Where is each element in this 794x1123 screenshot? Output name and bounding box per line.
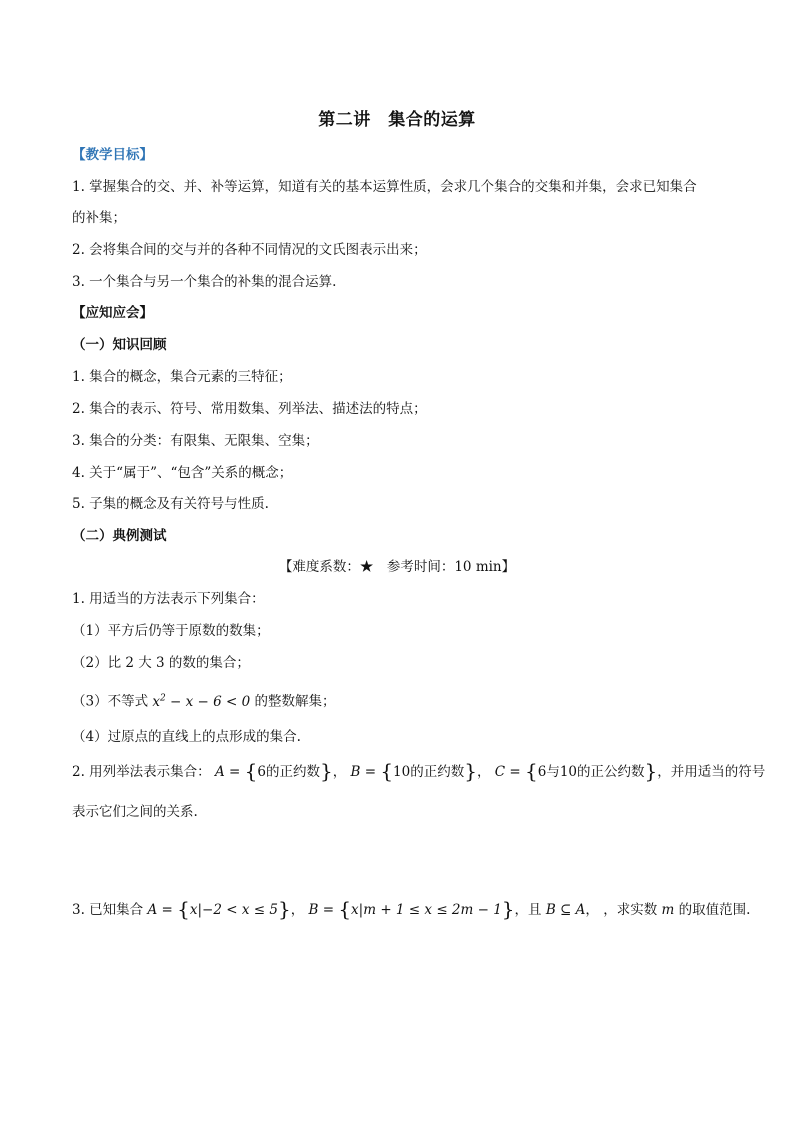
- review-item: 1. 集合的概念，集合元素的三特征；: [72, 369, 292, 385]
- set-b-content: 10的正约数: [393, 764, 465, 780]
- q1-part-3: [72, 689, 336, 711]
- subset-formula: B ⊆ A: [545, 902, 586, 918]
- goal-line-3: 2. 会将集合间的交与并的各种不同情况的文氏图表示出来；: [72, 242, 427, 258]
- q3-prefix: 3. 已知集合: [72, 902, 144, 918]
- set-c-formula: C = {6与10的正公约数}: [494, 759, 658, 783]
- q1-stem: 1. 用适当的方法表示下列集合：: [72, 591, 265, 607]
- q1-part-2: （2）比 2 大 3 的数的集合；: [72, 655, 250, 671]
- q2-prefix: 2. 用列举法表示集合：: [72, 764, 211, 780]
- set-b-formula: B = {10的正约数}: [350, 759, 477, 783]
- review-item: 4. 关于“属于”、“包含”关系的概念；: [72, 465, 293, 481]
- variable-m: m: [661, 902, 675, 918]
- q1-p3-suffix: 的整数解集；: [254, 693, 336, 710]
- q3-set-b-formula: B = {x|m + 1 ≤ x ≤ 2m − 1}: [308, 897, 515, 921]
- review-heading: （一）知识回顾: [72, 337, 167, 353]
- page-title: 第二讲 集合的运算: [318, 110, 476, 130]
- q1-part-4: （4）过原点的直线上的点形成的集合.: [72, 729, 301, 745]
- goal-line-4: 3. 一个集合与另一个集合的补集的混合运算.: [72, 274, 337, 290]
- q2-suffix: ，并用适当的符号: [657, 764, 766, 780]
- examples-heading: （二）典例测试: [72, 528, 167, 544]
- set-c-content: 6与10的正公约数: [537, 764, 645, 780]
- q3-mid: ，且: [514, 902, 542, 918]
- review-item: 5. 子集的概念及有关符号与性质.: [72, 496, 269, 512]
- q3-cond-a: −2 < x ≤ 5: [202, 902, 278, 918]
- review-item: 2. 集合的表示、符号、常用数集、列举法、描述法的特点；: [72, 401, 427, 417]
- review-item: 3. 集合的分类：有限集、无限集、空集；: [72, 433, 319, 449]
- q3-end: 的取值范围.: [678, 902, 751, 918]
- q2-line-2: 表示它们之间的关系.: [72, 804, 198, 820]
- q3-cond-b: m + 1 ≤ x ≤ 2m − 1: [363, 902, 502, 918]
- q2-line-1: 2. 用列举法表示集合： A = {6的正约数}， B = {10的正约数}， C = {6与10的正公约数}，并用适当的符号: [72, 759, 766, 783]
- q3-suffix: ，求实数: [603, 902, 658, 918]
- goal-line-2: 的补集；: [72, 210, 126, 226]
- q3-line: 3. 已知集合 A = {x|−2 < x ≤ 5}， B = {x|m + 1 ≤ x ≤ 2m − 1}，且 B ⊆ A， ，求实数 m 的取值范围.: [72, 897, 751, 921]
- q1-part-1: （1）平方后仍等于原数的数集；: [72, 623, 270, 639]
- q3-set-a-formula: A = {x|−2 < x ≤ 5}: [147, 897, 291, 921]
- should-know-heading: 【应知应会】: [72, 305, 153, 321]
- q1-p3-prefix: （3）不等式: [72, 693, 149, 710]
- difficulty-note: 【难度系数：★ 参考时间：10 min】: [278, 559, 516, 575]
- inequality-formula: $x^2 - x - 6 < 0$: [152, 693, 251, 710]
- goal-line-1: 1. 掌握集合的交、并、补等运算，知道有关的基本运算性质，会求几个集合的交集和并集，会求已知集合: [72, 179, 697, 195]
- set-a-formula: A = {6的正约数}: [214, 759, 333, 783]
- set-a-content: 6的正约数: [257, 764, 320, 780]
- goals-heading: 【教学目标】: [72, 147, 153, 163]
